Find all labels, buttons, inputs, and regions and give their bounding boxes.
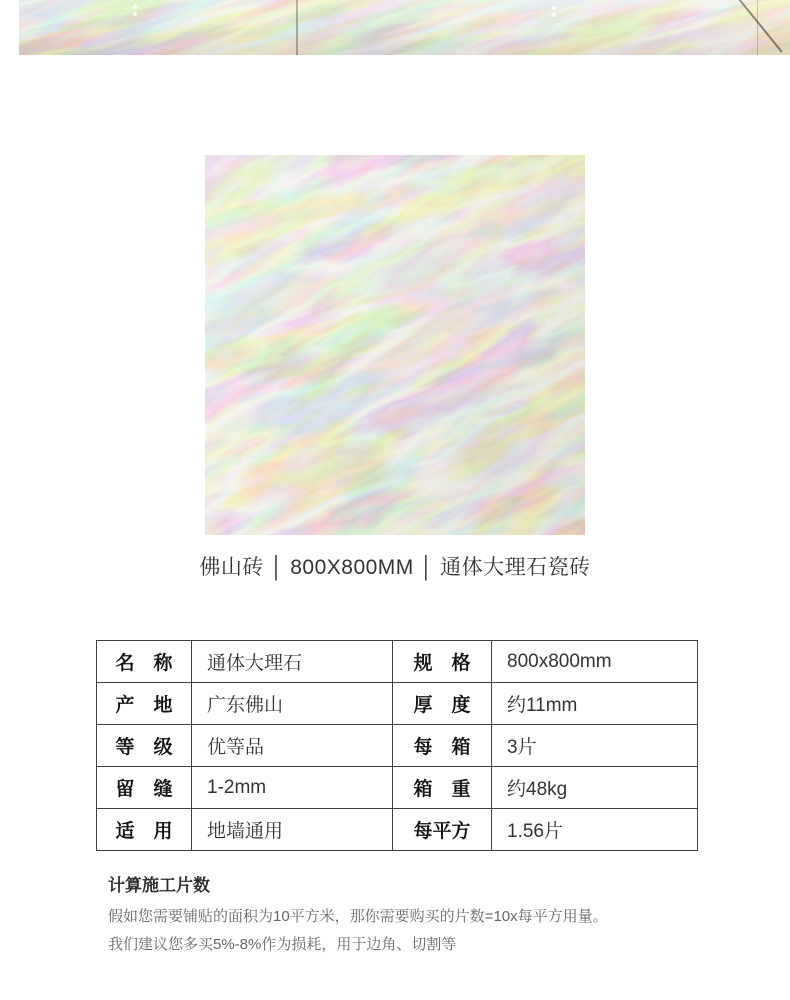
spec-value: 优等品 [192,725,393,767]
table-row [97,641,698,683]
spec-value: 1.56片 [492,809,698,851]
light-reflection-dots [133,5,137,9]
table-row [97,767,698,809]
spec-label: 箱 重 [393,767,492,809]
notes-line: 假如您需要铺贴的面积为10平方米，那你需要购买的片数=10x每平方用量。 [108,908,608,925]
spec-label: 等 级 [97,725,192,767]
spec-label: 每平方 [393,809,492,851]
spec-value: 800x800mm [492,641,698,683]
table-row [97,683,698,725]
table-row [97,809,698,851]
marble-texture [205,155,585,535]
table-row [97,725,698,767]
notes-line: 我们建议您多买5%-8%作为损耗，用于边角、切割等 [108,936,457,953]
spec-label: 产 地 [97,683,192,725]
light-reflection-dots [552,6,556,10]
spec-label: 厚 度 [393,683,492,725]
spec-table-wrapper [96,640,698,851]
spec-value: 3片 [492,725,698,767]
spec-value: 广东佛山 [192,683,393,725]
spec-label: 名 称 [97,641,192,683]
tile-strip-photo [19,0,790,55]
notes-section [108,871,728,959]
spec-value: 地墙通用 [192,809,393,851]
tile-seam-vertical [757,0,758,55]
spec-label: 每 箱 [393,725,492,767]
spec-value: 通体大理石 [192,641,393,683]
notes-heading: 计算施工片数 [108,876,210,895]
spec-table [96,640,698,851]
spec-label: 留 缝 [97,767,192,809]
product-image [205,155,585,535]
spec-label: 规 格 [393,641,492,683]
spec-value: 约11mm [492,683,698,725]
spec-label: 适 用 [97,809,192,851]
spec-value: 1-2mm [192,767,393,809]
spec-value: 约48kg [492,767,698,809]
tile-seam-vertical [296,0,298,55]
product-title: 佛山砖 │ 800X800MM │ 通体大理石瓷砖 [199,556,591,579]
